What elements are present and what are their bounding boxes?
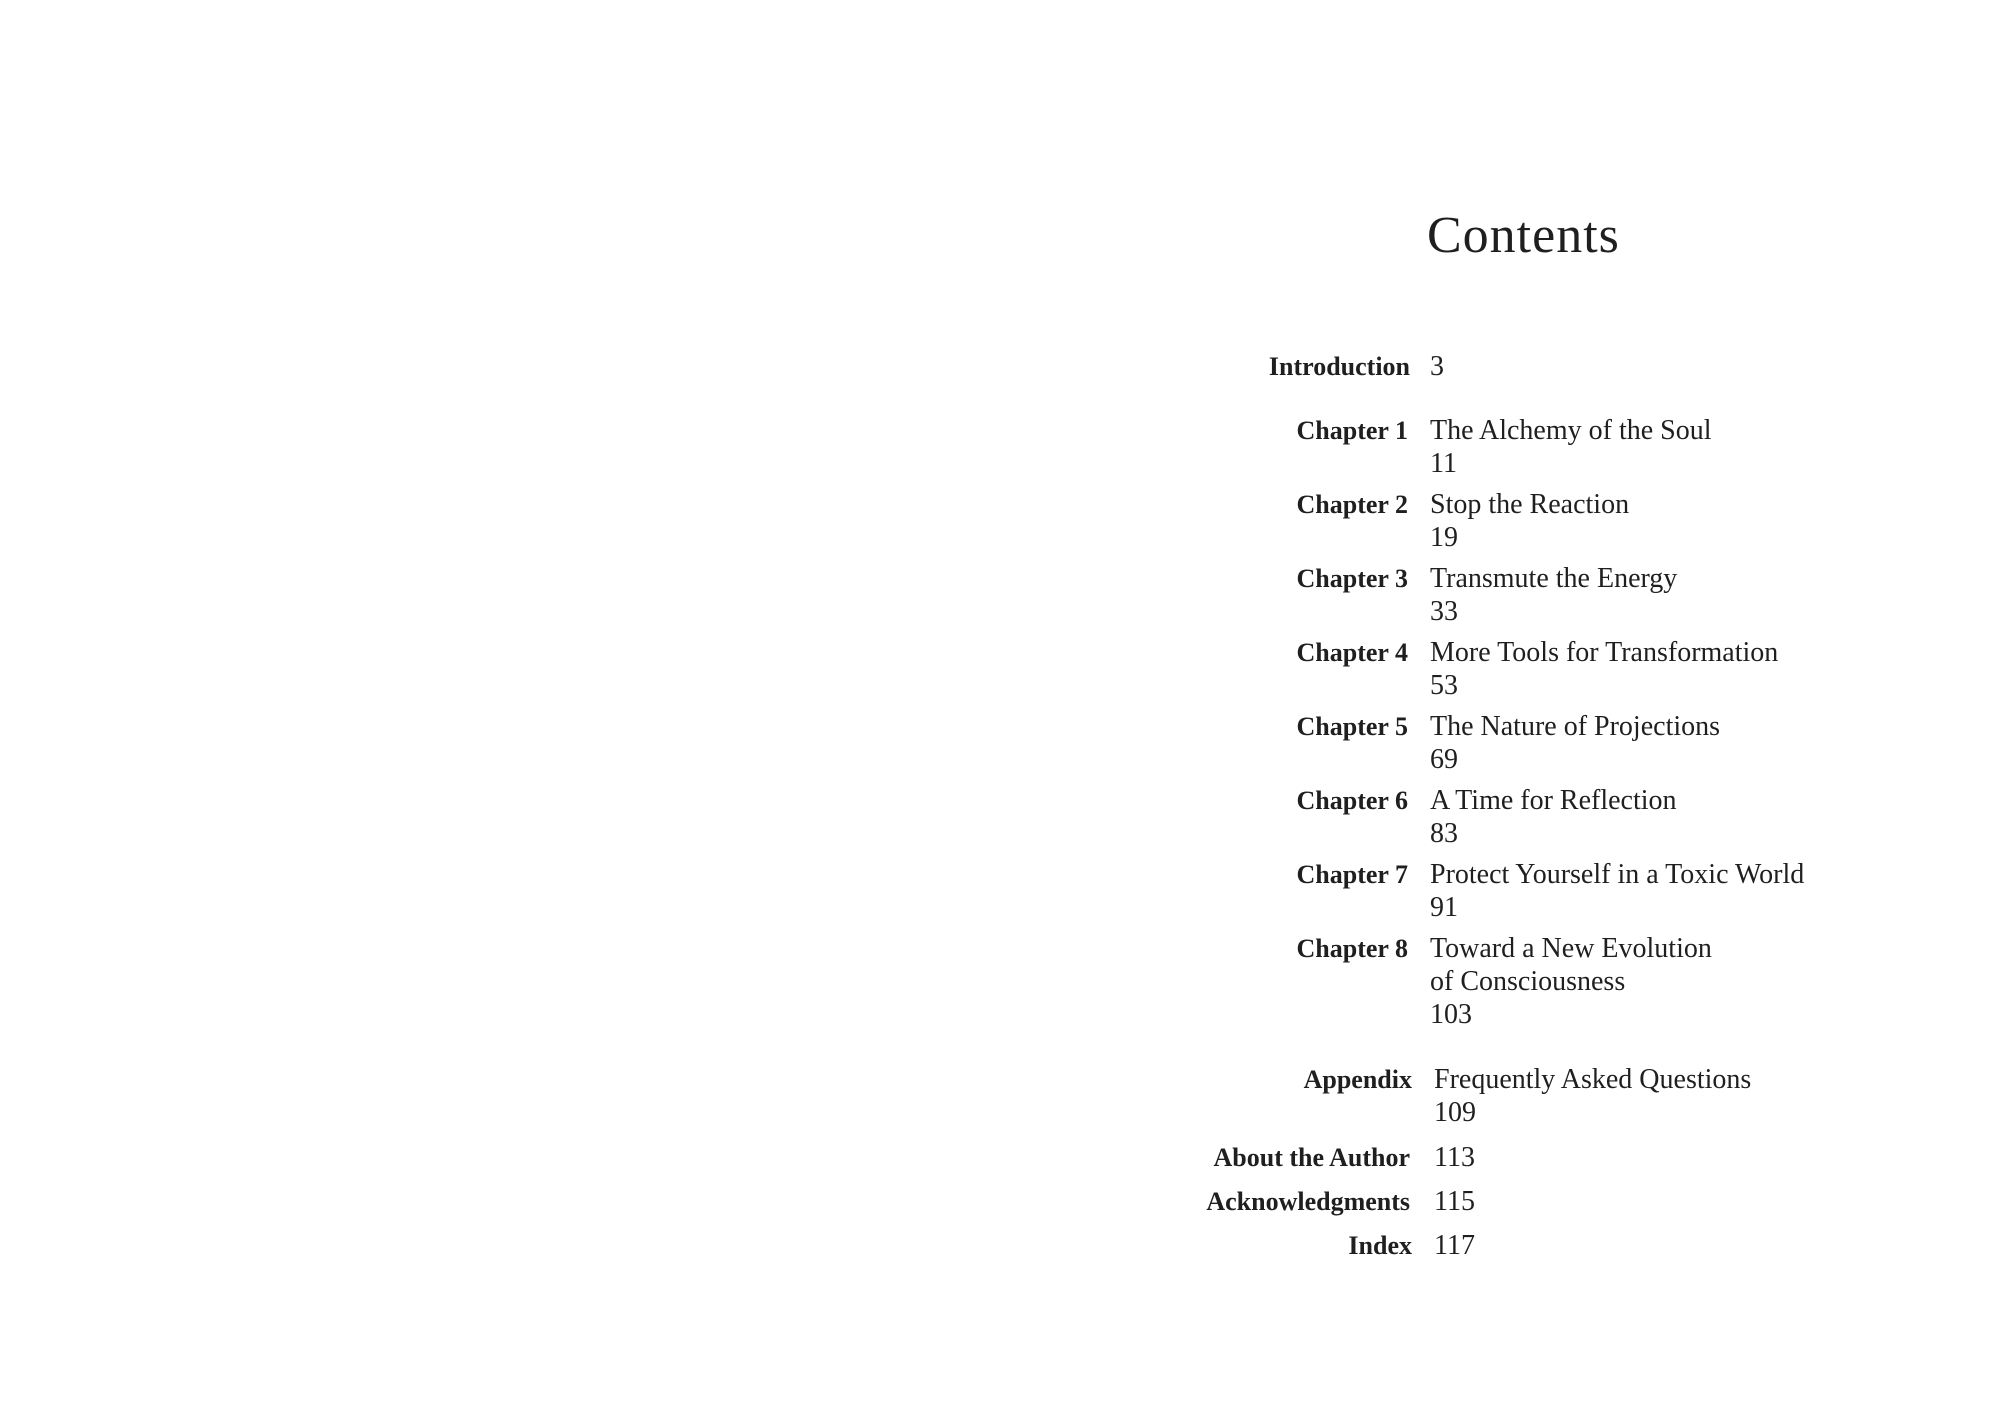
toc-entry-text xyxy=(1430,414,1712,480)
toc-entry-title: Toward a New Evolution xyxy=(1430,933,1712,964)
toc-entry-text xyxy=(1430,932,1712,1031)
toc-page-number: 117 xyxy=(1434,1230,1475,1261)
toc-page-number: 19 xyxy=(1430,522,1458,553)
toc-entry-text xyxy=(1430,562,1677,628)
toc-entry-title: More Tools for Transformation xyxy=(1430,637,1779,668)
toc-entry-label: Chapter 3 xyxy=(1296,564,1408,593)
page-title: Contents xyxy=(1427,207,1620,264)
toc-entry-label: Chapter 6 xyxy=(1296,786,1408,815)
toc-entry-text xyxy=(1434,1063,1751,1129)
toc-page-number: 113 xyxy=(1434,1142,1475,1173)
toc-entry-title-continued: of Consciousness xyxy=(1430,966,1626,997)
toc-entry-label: Introduction xyxy=(1268,352,1410,381)
toc-entry-text xyxy=(1434,1229,1475,1262)
toc-entry-label: Chapter 5 xyxy=(1296,712,1408,741)
toc-entry-text xyxy=(1430,350,1444,383)
toc-entry-title: Stop the Reaction xyxy=(1430,489,1630,520)
toc-page-number: 83 xyxy=(1430,818,1458,849)
toc-entry-label: Appendix xyxy=(1303,1065,1412,1094)
toc-page-number: 69 xyxy=(1430,744,1458,775)
toc-entry-text xyxy=(1430,488,1629,554)
toc-page-number: 3 xyxy=(1430,351,1444,382)
toc-page-number: 109 xyxy=(1434,1097,1476,1128)
toc-entry-text xyxy=(1430,636,1778,702)
toc-entry-title: Transmute the Energy xyxy=(1430,563,1678,594)
toc-page-number: 91 xyxy=(1430,892,1458,923)
toc-entry-label: Chapter 4 xyxy=(1296,638,1408,667)
toc-entry-text xyxy=(1434,1141,1475,1174)
toc-entry-text xyxy=(1430,710,1720,776)
toc-entry-title: Protect Yourself in a Toxic World xyxy=(1430,859,1805,890)
toc-entry-label: Index xyxy=(1348,1231,1412,1260)
toc-entry-title: Frequently Asked Questions xyxy=(1434,1064,1752,1095)
toc-entry-text xyxy=(1430,858,1804,924)
toc-page-number: 115 xyxy=(1434,1186,1475,1217)
toc-entry-text xyxy=(1430,784,1677,850)
toc-entry-label: Chapter 7 xyxy=(1296,860,1408,889)
toc-entry-label: Chapter 1 xyxy=(1296,416,1408,445)
toc-entry-title: The Alchemy of the Soul xyxy=(1430,415,1712,446)
toc-page-number: 53 xyxy=(1430,670,1458,701)
toc-page-number: 103 xyxy=(1430,999,1472,1030)
toc-page-number: 33 xyxy=(1430,596,1458,627)
toc-entry-label: About the Author xyxy=(1213,1143,1410,1172)
toc-entry-text xyxy=(1434,1185,1475,1218)
toc-entry-label: Chapter 2 xyxy=(1296,490,1408,519)
toc-entry-label: Acknowledgments xyxy=(1206,1187,1410,1216)
toc-entry-label: Chapter 8 xyxy=(1296,934,1408,963)
toc-entry-title: A Time for Reflection xyxy=(1430,785,1677,816)
toc-entry-title: The Nature of Projections xyxy=(1430,711,1721,742)
toc-page-number: 11 xyxy=(1430,448,1457,479)
